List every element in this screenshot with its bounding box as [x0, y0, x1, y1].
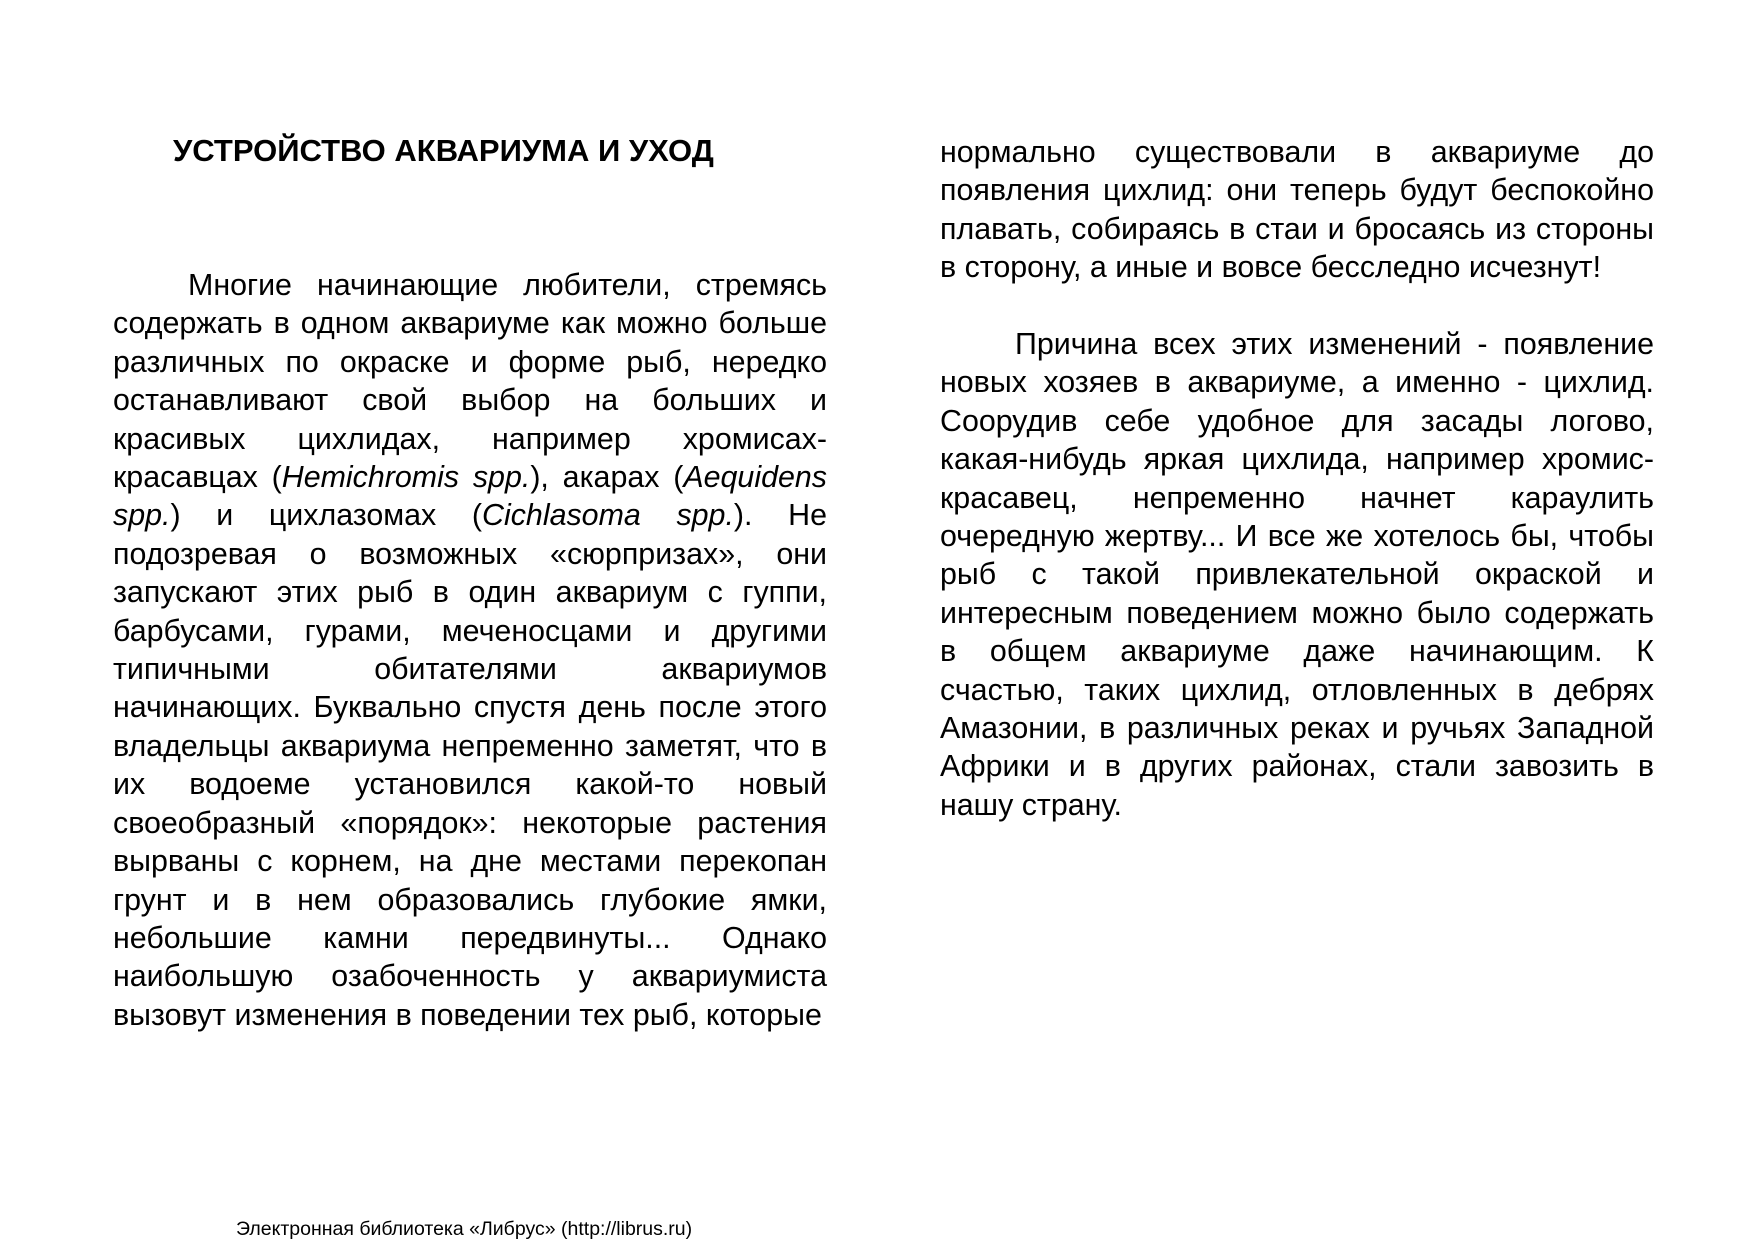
paragraph: Причина всех этих изменений - появление новых хозяев в аквариуме, а именно - цихлид. Соорудив себе удобное для засады логово, какая-нибудь яркая цихлида, например хромис-красавец, непременно начнет караулить очередную жертву... И все же хотелось бы, чтобы рыб с такой привлекательной окраской и интересным поведением можно было содержать в общем аквариуме даже начинающим. К счастью, таких цихлид, отловленных в дебрях Амазонии, в различных реках и ручьях Западной Африки и в других районах, стали завозить в нашу страну. [940, 327, 1654, 822]
paragraph-continuation: нормально существовали в аквариуме до появления цихлид: они теперь будут беспокойно плавать, собираясь в стаи и бросаясь из стороны в сторону, а иные и вовсе бесследно исчезнут! [940, 135, 1654, 285]
left-column [113, 266, 827, 1034]
species-name: Hemichromis spp. [281, 460, 531, 495]
paragraph [113, 266, 827, 1034]
paragraph-text: ) и цихлазомах ( [170, 498, 483, 533]
species-name: Aequidens spp. [113, 460, 827, 533]
paragraph-text: ), акарах ( [530, 460, 684, 495]
paragraph-text: Многие начинающие любители, стремясь содержать в одном аквариуме как можно больше различных по окраске и форме рыб, нередко останавливают свой выбор на больших и красивых цихлидах, например хромисах-красавцах ( [113, 268, 827, 495]
species-name: Cichlasoma spp. [482, 498, 734, 533]
document-title: УСТРОЙСТВО АКВАРИУМА И УХОД [173, 133, 714, 168]
right-column [940, 133, 1654, 824]
paragraph-text: ). Не подозревая о возможных «сюрпризах», они запускают этих рыб в один аквариум с гуппи, барбусами, гурами, меченосцами и другими типичными обитателями аквариумов начинающих. Буквально спустя день после этого владельцы аквариума непременно заметят, что в их водоеме установился какой-то новый своеобразный «порядок»: некоторые растения вырваны с корнем, на дне местами перекопан грунт и в нем образовались глубокие ямки, небольшие камни передвинуты... Однако наибольшую озабоченность у аквариумиста вызовут изменения в поведении тех рыб, которые [113, 498, 828, 1032]
footer-credit: Электронная библиотека «Либрус» (http://librus.ru) [236, 1218, 693, 1240]
